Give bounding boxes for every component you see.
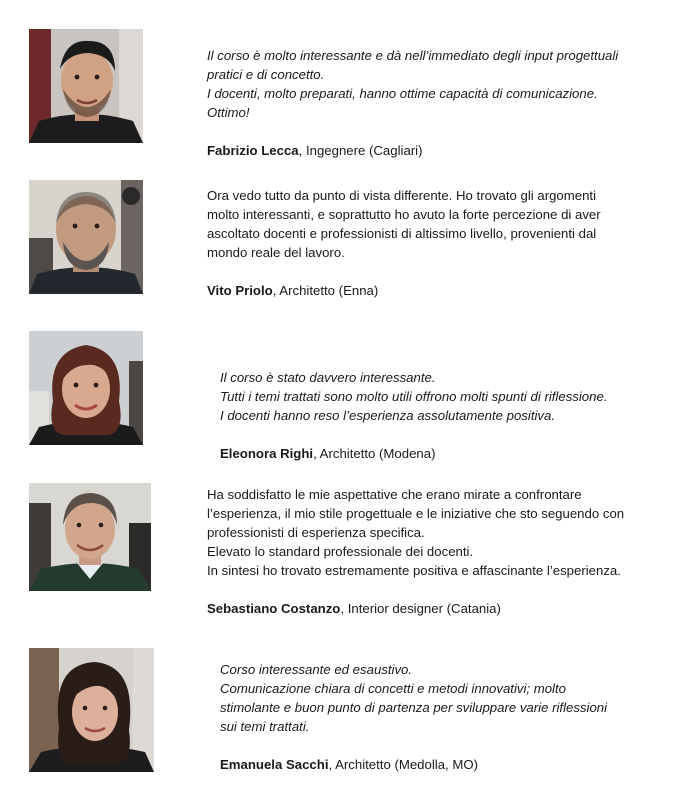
author-role: , Architetto (Enna) (272, 283, 379, 298)
author-name: Eleonora Righi (220, 446, 314, 461)
author-role: , Interior designer (Catania) (340, 601, 501, 616)
portrait-image (29, 331, 143, 445)
testimonial-1-quote: Il corso è molto interessante e dà nell’immediato degli input progettuali pratici e di concetto. I docenti, molto preparati, hanno ottime capacità di comunicazione. Ottimo! (207, 48, 619, 120)
testimonial-3-signature (220, 444, 680, 463)
testimonial-1-signature (207, 141, 677, 160)
testimonial-3 (220, 368, 680, 463)
testimonial-5-signature (220, 755, 680, 774)
testimonial-4-quote: Ha soddisfatto le mie aspettative che erano mirate a confrontare l’esperienza, il mio stile progettuale e le iniziative che sto seguendo con professionisti di esperienza specifica. Elevato lo standard professionale dei docenti. In sintesi ho trovato estremamente positiva e affascinante l’esperienza. (207, 487, 625, 578)
testimonial-4 (207, 485, 687, 618)
testimonial-2 (207, 186, 677, 300)
photo-sebastiano-costanzo (29, 483, 151, 591)
testimonial-5 (220, 660, 680, 774)
photo-emanuela-sacchi (29, 648, 154, 772)
author-name: Vito Priolo (207, 283, 273, 298)
photo-eleonora-righi (29, 331, 143, 445)
author-role: , Ingegnere (Cagliari) (298, 143, 423, 158)
author-role: , Architetto (Modena) (313, 446, 436, 461)
testimonial-2-signature (207, 281, 677, 300)
author-name: Sebastiano Costanzo (207, 601, 341, 616)
portrait-image (29, 483, 151, 591)
testimonial-4-signature (207, 599, 687, 618)
photo-fabrizio-lecca (29, 29, 143, 143)
testimonial-5-quote: Corso interessante ed esaustivo. Comunicazione chiara di concetti e metodi innovativi; molto stimolante e buon punto di partenza per sviluppare varie riflessioni sui temi trattati. (220, 662, 608, 734)
testimonial-3-quote: Il corso è stato davvero interessante. Tutti i temi trattati sono molto utili offrono molti spunti di riflessione. I docenti hanno reso l’esperienza assolutamente positiva. (220, 370, 608, 423)
author-name: Fabrizio Lecca (207, 143, 299, 158)
testimonial-2-quote: Ora vedo tutto da punto di vista differente. Ho trovato gli argomenti molto interessanti, e soprattutto ho avuto la forte percezione di aver ascoltato docenti e professionisti di altissimo livello, provenienti dal mondo reale del lavoro. (207, 188, 601, 260)
portrait-image (29, 648, 154, 772)
photo-vito-priolo (29, 180, 143, 294)
testimonial-1 (207, 46, 677, 160)
author-name: Emanuela Sacchi (220, 757, 329, 772)
portrait-image (29, 180, 143, 294)
portrait-image (29, 29, 143, 143)
author-role: , Architetto (Medolla, MO) (328, 757, 478, 772)
